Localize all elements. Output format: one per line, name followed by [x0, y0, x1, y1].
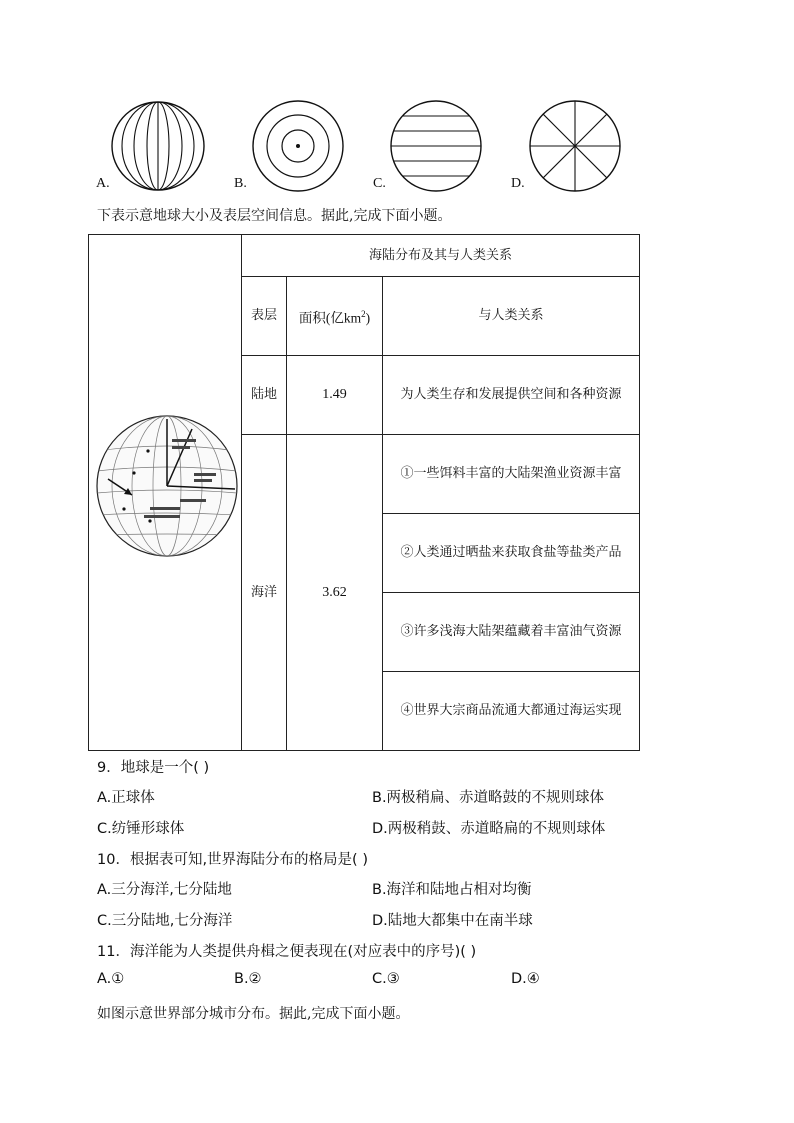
land-area: 1.49: [287, 356, 383, 435]
q11-option-b[interactable]: B.②: [234, 971, 262, 987]
q11-option-d[interactable]: D.④: [511, 971, 540, 987]
q10-option-d[interactable]: D.陆地大都集中在南半球: [372, 913, 533, 929]
q10-option-a[interactable]: A.三分海洋,七分陆地: [97, 882, 232, 898]
option-c-label: C.: [373, 176, 386, 191]
col-area-prefix: 面积(亿km: [298, 310, 362, 326]
col-area-suffix: ): [365, 310, 371, 326]
earth-structure-globe: [90, 411, 240, 561]
ocean-area: 3.62: [287, 435, 383, 751]
q11-option-c[interactable]: C.③: [372, 971, 400, 987]
q10-option-b[interactable]: B.海洋和陆地占相对均衡: [372, 882, 532, 898]
q9-option-c[interactable]: C.纺锤形球体: [97, 821, 185, 837]
earth-info-table: [88, 234, 640, 751]
ocean-relation-2: ②人类通过晒盐来获取食盐等盐类产品: [383, 514, 640, 593]
col-area-sup: 2: [361, 308, 366, 319]
q9-option-d[interactable]: D.两极稍鼓、赤道略扁的不规则球体: [372, 821, 606, 837]
ocean-layer: 海洋: [242, 435, 287, 751]
table-header: 海陆分布及其与人类关系: [242, 235, 640, 277]
intro-text-2: 如图示意世界部分城市分布。据此,完成下面小题。: [97, 1006, 410, 1022]
land-relation: 为人类生存和发展提供空间和各种资源: [383, 356, 640, 435]
ocean-relation-4: ④世界大宗商品流通大都通过海运实现: [383, 672, 640, 751]
q9-option-b[interactable]: B.两极稍扁、赤道略鼓的不规则球体: [372, 790, 605, 806]
option-b-label: B.: [234, 176, 247, 191]
globe-figure-cell: [89, 235, 242, 751]
intro-text-1: 下表示意地球大小及表层空间信息。据此,完成下面小题。: [97, 208, 452, 224]
land-layer: 陆地: [242, 356, 287, 435]
q9-option-a[interactable]: A.正球体: [97, 790, 155, 806]
q9-stem: 9．地球是一个( ): [97, 760, 210, 776]
col-relation-header: 与人类关系: [383, 277, 640, 356]
q10-stem: 10．根据表可知,世界海陆分布的格局是( ): [97, 852, 368, 868]
option-c-globe-parallels: [388, 100, 484, 196]
option-a-label: A.: [96, 176, 110, 191]
ocean-relation-1: ①一些饵料丰富的大陆架渔业资源丰富: [383, 435, 640, 514]
col-area-header: [287, 277, 383, 356]
option-d-polar-meridians: [527, 100, 623, 196]
option-b-concentric-circles: [250, 100, 346, 196]
option-d-label: D.: [511, 176, 525, 191]
col-layer-header: 表层: [242, 277, 287, 356]
option-a-globe-meridians: [110, 100, 206, 196]
ocean-relation-3: ③许多浅海大陆架蕴藏着丰富油气资源: [383, 593, 640, 672]
q11-stem: 11．海洋能为人类提供舟楫之便表现在(对应表中的序号)( ): [97, 944, 477, 960]
q11-option-a[interactable]: A.①: [97, 971, 125, 987]
q10-option-c[interactable]: C.三分陆地,七分海洋: [97, 913, 233, 929]
